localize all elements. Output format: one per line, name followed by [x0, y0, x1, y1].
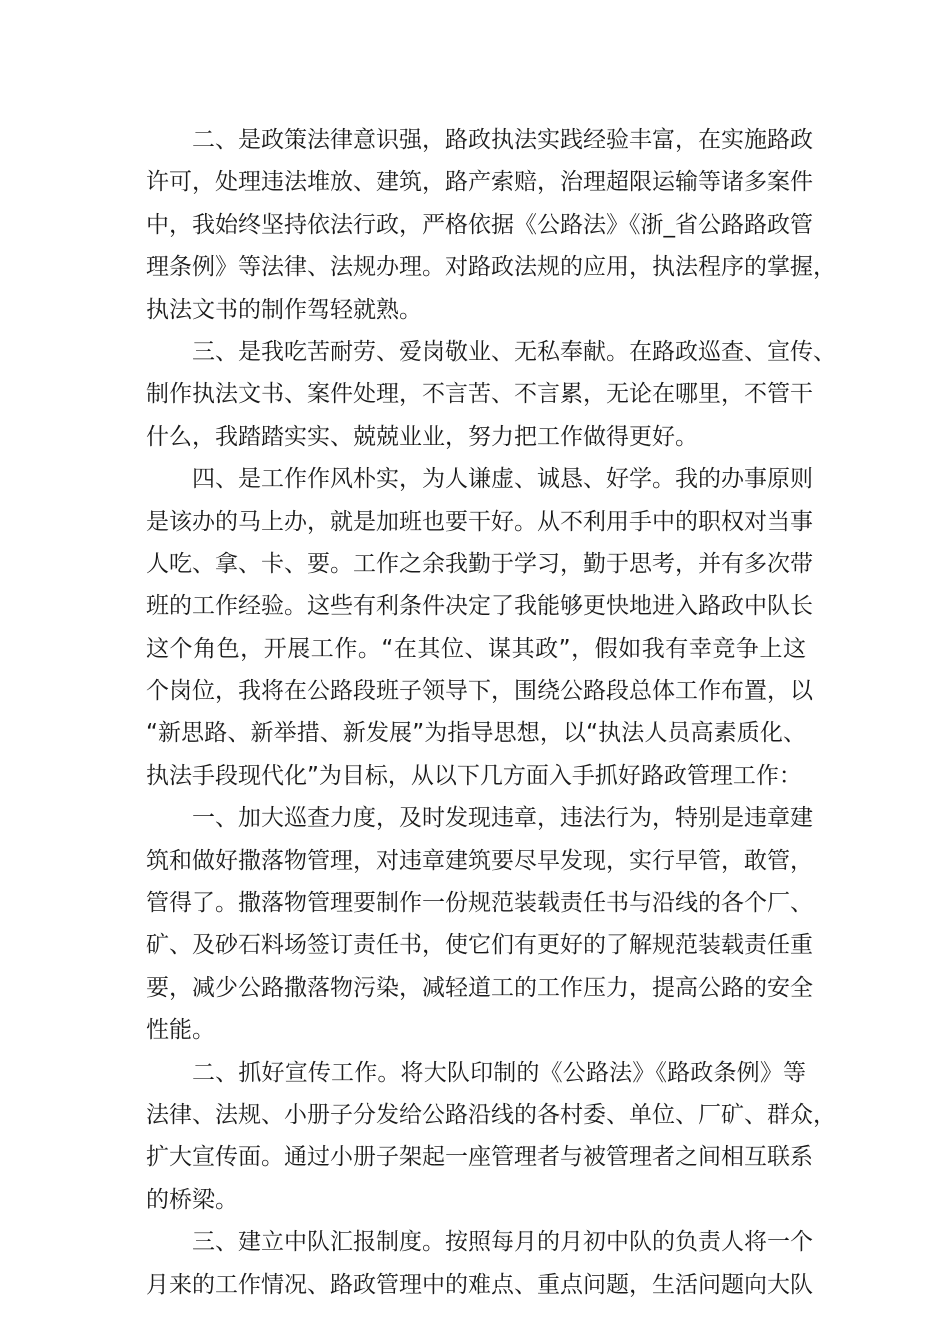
text-line: 管得了。撒落物管理要制作一份规范装载责任书与沿线的各个厂、 [146, 890, 813, 917]
text-line: 四、是工作作风朴实，为人谦虚、诚恳、好学。我的办事原则 [192, 466, 813, 493]
text-line: 理条例》等法律、法规办理。对路政法规的应用，执法程序的掌握， [146, 254, 836, 281]
text-line: 制作执法文书、案件处理，不言苦、不言累，无论在哪里，不管干 [146, 381, 813, 408]
text-line: 扩大宣传面。通过小册子架起一座管理者与被管理者之间相互联系 [146, 1144, 813, 1171]
text-line: 许可，处理违法堆放、建筑，路产索赔，治理超限运输等诸多案件 [146, 169, 813, 196]
text-line: 执法手段现代化”为目标，从以下几方面入手抓好路政管理工作： [146, 762, 802, 789]
text-line: 是该办的马上办，就是加班也要干好。从不利用手中的职权对当事 [146, 508, 813, 535]
text-line: 法律、法规、小册子分发给公路沿线的各村委、单位、厂矿、群众， [146, 1101, 836, 1128]
text-line: 三、是我吃苦耐劳、爱岗敬业、无私奉献。在路政巡查、宣传、 [192, 338, 836, 365]
text-line: 要，减少公路撒落物污染，减轻道工的工作压力，提高公路的安全 [146, 974, 813, 1001]
text-line: 这个角色，开展工作。“在其位、谋其政”，假如我有幸竞争上这 [146, 635, 806, 662]
text-line: 三、建立中队汇报制度。按照每月的月初中队的负责人将一个 [192, 1229, 813, 1256]
text-line: 二、抓好宣传工作。将大队印制的《公路法》《路政条例》等 [192, 1059, 806, 1086]
text-line: 班的工作经验。这些有利条件决定了我能够更快地进入路政中队长 [146, 593, 813, 620]
text-line: 个岗位，我将在公路段班子领导下，围绕公路段总体工作布置，以 [146, 678, 813, 705]
document-body [146, 119, 836, 1306]
text-line: 筑和做好撒落物管理，对违章建筑要尽早发现，实行早管，敢管， [146, 847, 813, 874]
text-line: 矿、及砂石料场签订责任书，使它们有更好的了解规范装载责任重 [146, 932, 813, 959]
text-line: 二、是政策法律意识强，路政执法实践经验丰富，在实施路政 [192, 127, 813, 153]
text-line: 中，我始终坚持依法行政，严格依据《公路法》《浙_省公路路政管 [146, 211, 813, 238]
text-line: “新思路、新举措、新发展”为指导思想，以“执法人员高素质化、 [146, 720, 806, 747]
text-line: 什么，我踏踏实实、兢兢业业，努力把工作做得更好。 [146, 423, 698, 450]
text-line: 人吃、拿、卡、要。工作之余我勤于学习，勤于思考，并有多次带 [146, 550, 813, 577]
text-line: 的桥梁。 [146, 1186, 238, 1213]
text-line: 一、加大巡查力度，及时发现违章，违法行为，特别是违章建 [192, 805, 813, 832]
text-line: 执法文书的制作驾轻就熟。 [146, 296, 422, 323]
text-line: 性能。 [146, 1017, 215, 1044]
text-line: 月来的工作情况、路政管理中的难点、重点问题，生活问题向大队 [146, 1271, 813, 1298]
